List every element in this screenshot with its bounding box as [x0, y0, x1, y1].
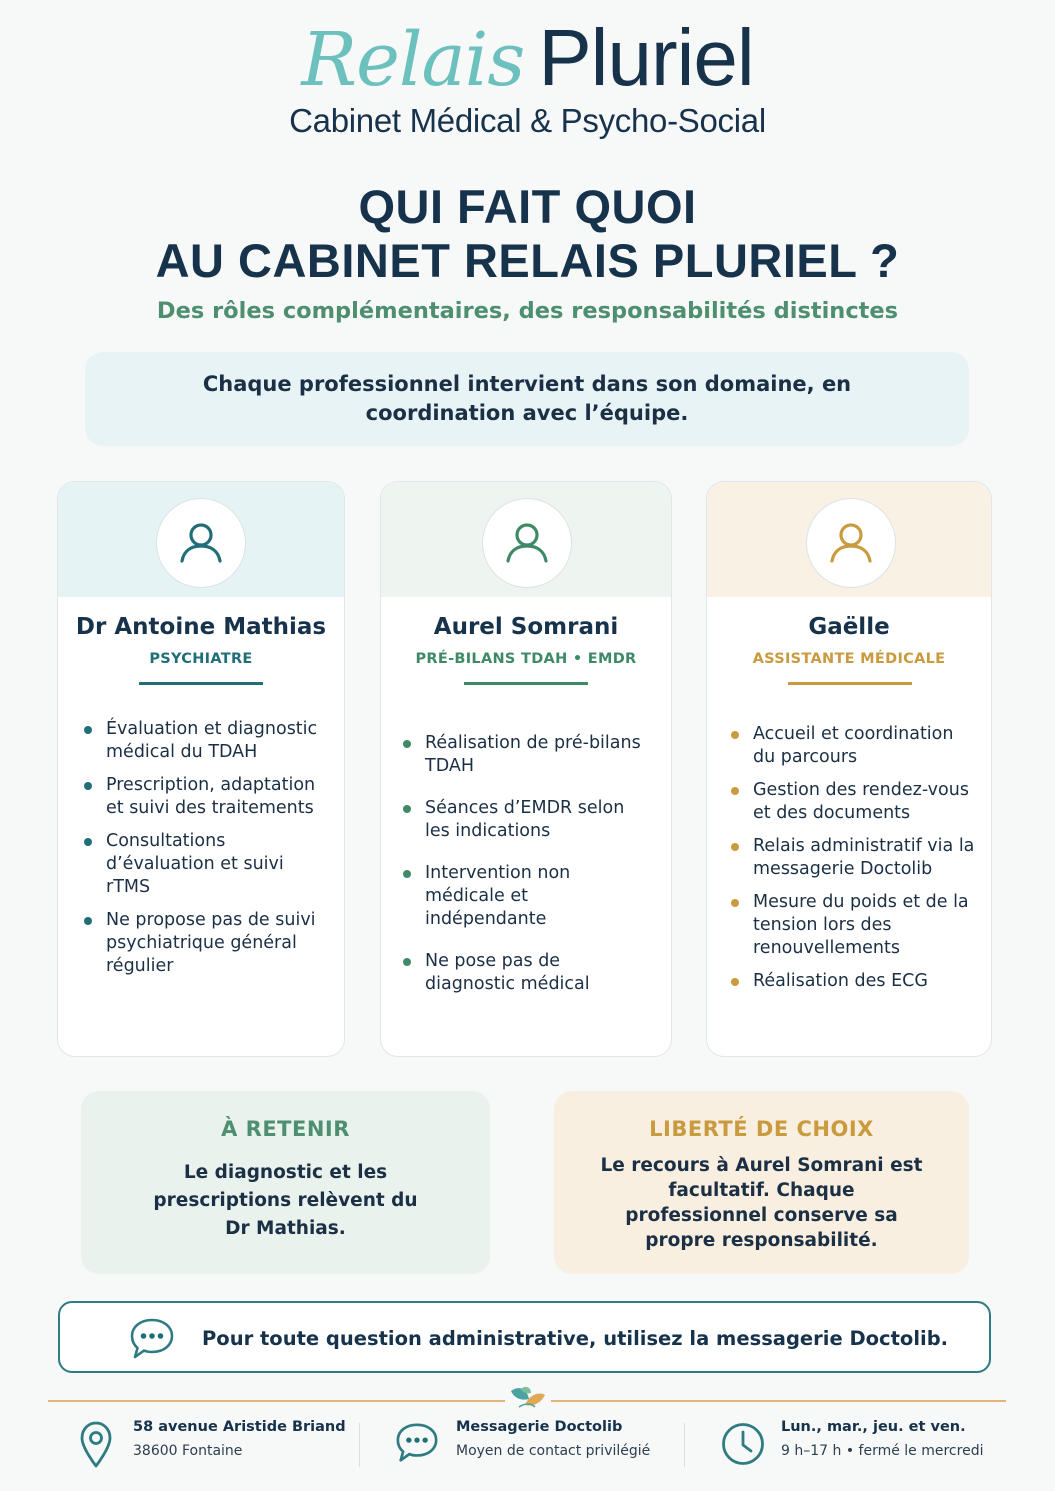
card-divider	[464, 682, 588, 685]
card-divider	[139, 682, 263, 685]
list-item: Gestion des rendez-vous et des documents	[731, 779, 976, 825]
page-subtitle: Des rôles complémentaires, des responsabilités distinctes	[156, 298, 899, 324]
intro-text: Chaque professionnel intervient dans son domaine, en coordination avec l’équipe.	[202, 372, 852, 425]
intro-banner	[85, 352, 969, 446]
footer-contact	[456, 1419, 650, 1459]
list-item: Intervention non médicale et indépendante	[403, 862, 643, 931]
footer-address	[133, 1419, 346, 1459]
footer-separator	[684, 1423, 685, 1467]
list-item: Consultations d’évaluation et suivi rTMS	[84, 830, 329, 899]
list-item: Ne propose pas de suivi psychiatrique général régulier	[84, 909, 329, 978]
callout-retenir	[81, 1091, 490, 1274]
list-item: Évaluation et diagnostic médical du TDAH	[84, 718, 329, 764]
footer-hours	[781, 1419, 983, 1459]
card-name-gaelle: Gaëlle	[808, 614, 890, 640]
card-role-prebilans: PRÉ-BILANS TDAH • EMDR	[415, 651, 637, 667]
brand-relais: Relais	[301, 17, 525, 103]
card-name-mathias: Dr Antoine Mathias	[75, 614, 327, 640]
doctolib-notice	[58, 1301, 991, 1373]
list-item: Relais administratif via la messagerie Doctolib	[731, 835, 976, 881]
contact-subtitle: Moyen de contact privilégié	[456, 1443, 651, 1459]
location-pin-icon	[78, 1420, 114, 1472]
list-item: Prescription, adaptation et suivi des traitements	[84, 774, 329, 820]
contact-title: Messagerie Doctolib	[456, 1419, 623, 1435]
list-item: Séances d’EMDR selon les indications	[403, 797, 643, 843]
chat-bubble-icon	[128, 1316, 176, 1366]
callout-liberte-text: Le recours à Aurel Somrani est facultatif. Chaque professionnel conserve sa propre responsabilité.	[600, 1155, 923, 1251]
chat-bubble-icon	[394, 1420, 440, 1470]
address-street: 58 avenue Aristide Briand	[133, 1419, 346, 1435]
user-icon	[806, 498, 896, 588]
card-name-somrani: Aurel Somrani	[433, 614, 619, 640]
list-item: Réalisation de pré-bilans TDAH	[403, 732, 643, 778]
hours-times: 9 h–17 h • fermé le mercredi	[781, 1443, 984, 1459]
callout-liberte-title: LIBERTÉ DE CHOIX	[649, 1117, 874, 1141]
user-icon	[482, 498, 572, 588]
page-title	[0, 180, 1055, 288]
footer-separator	[359, 1423, 360, 1467]
clock-icon	[720, 1421, 766, 1471]
card-role-assistante: ASSISTANTE MÉDICALE	[752, 651, 946, 667]
callout-retenir-text: Le diagnostic et les prescriptions relèvent du Dr Mathias.	[153, 1162, 418, 1239]
brand-pluriel: Pluriel	[538, 13, 754, 102]
card-list-mathias	[84, 718, 329, 978]
hours-days: Lun., mar., jeu. et ven.	[781, 1419, 966, 1435]
list-item: Ne pose pas de diagnostic médical	[403, 950, 643, 996]
brand-tagline: Cabinet Médical & Psycho-Social	[289, 102, 766, 139]
list-item: Mesure du poids et de la tension lors des renouvellements	[731, 891, 976, 960]
notice-text: Pour toute question administrative, utilisez la messagerie Doctolib.	[202, 1327, 949, 1350]
title-line-2: AU CABINET RELAIS PLURIEL ?	[155, 234, 900, 287]
user-icon	[156, 498, 246, 588]
list-item: Réalisation des ECG	[731, 970, 976, 993]
callout-retenir-title: À RETENIR	[221, 1117, 350, 1141]
list-item: Accueil et coordination du parcours	[731, 723, 976, 769]
card-list-gaelle	[731, 723, 976, 993]
brand-logo	[0, 13, 1055, 140]
callout-liberte	[554, 1091, 969, 1274]
card-divider	[788, 682, 912, 685]
card-list-somrani	[403, 732, 643, 996]
address-city: 38600 Fontaine	[133, 1443, 243, 1459]
card-role-psychiatre: PSYCHIATRE	[149, 651, 253, 667]
title-line-1: QUI FAIT QUOI	[358, 180, 697, 233]
leaf-icon	[505, 1383, 551, 1413]
